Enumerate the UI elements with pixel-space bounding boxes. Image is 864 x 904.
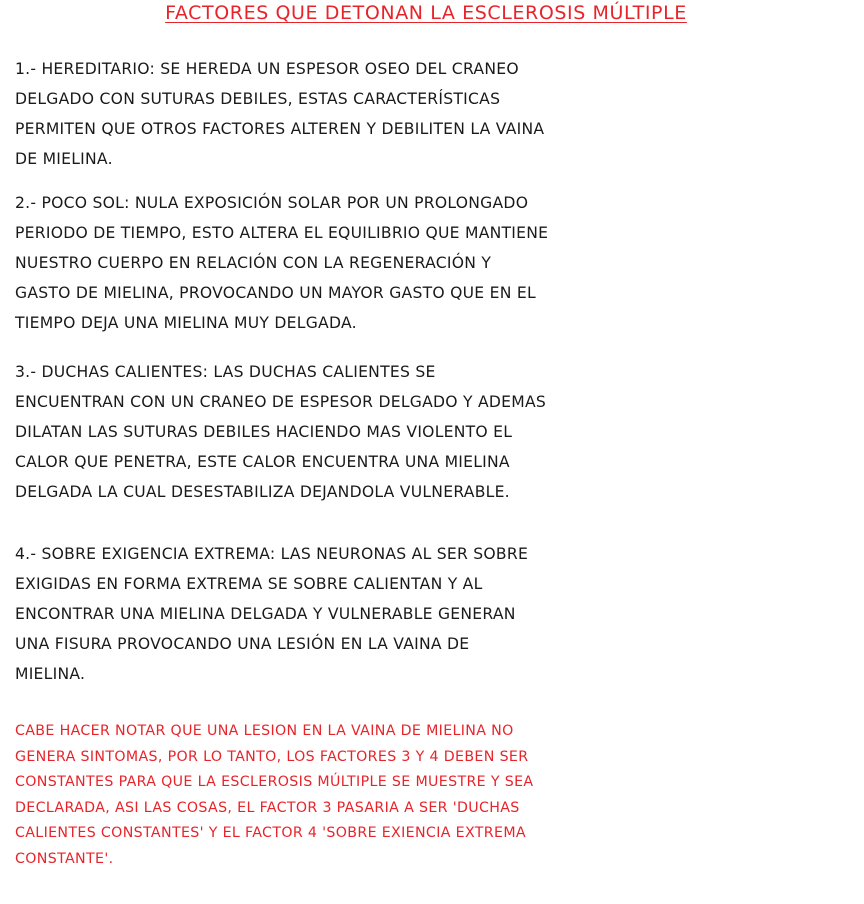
document-title: FACTORES QUE DETONAN LA ESCLEROSIS MÚLTIPLE <box>165 2 687 24</box>
factor-poco-sol-paragraph: 2.- POCO SOL: NULA EXPOSICIÓN SOLAR POR UN PROLONGADO PERIODO DE TIEMPO, ESTO ALTERA EL EQUILIBRIO QUE MANTIENE NUESTRO CUERPO EN RELACIÓN CON LA REGENERACIÓN Y GASTO DE MIELINA, PROVOCANDO UN MAYOR GASTO QUE EN EL TIEMPO DEJA UNA MIELINA MUY DELGADA. <box>15 194 549 332</box>
note-paragraph: CABE HACER NOTAR QUE UNA LESION EN LA VAINA DE MIELINA NO GENERA SINTOMAS, POR LO TANTO, LOS FACTORES 3 Y 4 DEBEN SER CONSTANTES PARA QUE LA ESCLEROSIS MÚLTIPLE SE MUESTRE Y SEA DECLARADA, ASI LAS COSAS, EL FACTOR 3 PASARIA A SER 'DUCHAS CALIENTES CONSTANTES' Y EL FACTOR 4 'SOBRE EXIENCIA EXTREMA CONSTANTE'. <box>15 723 534 867</box>
factor-hereditario-paragraph: 1.- HEREDITARIO: SE HEREDA UN ESPESOR OSEO DEL CRANEO DELGADO CON SUTURAS DEBILES, ESTAS CARACTERÍSTICAS PERMITEN QUE OTROS FACTORES ALTEREN Y DEBILITEN LA VAINA DE MIELINA. <box>15 60 545 168</box>
factor-duchas-calientes-paragraph: 3.- DUCHAS CALIENTES: LAS DUCHAS CALIENTES SE ENCUENTRAN CON UN CRANEO DE ESPESOR DELGADO Y ADEMAS DILATAN LAS SUTURAS DEBILES HACIENDO MAS VIOLENTO EL CALOR QUE PENETRA, ESTE CALOR ENCUENTRA UNA MIELINA DELGADA LA CUAL DESESTABILIZA DEJANDOLA VULNERABLE. <box>15 363 547 501</box>
factor-sobre-exigencia-paragraph: 4.- SOBRE EXIGENCIA EXTREMA: LAS NEURONAS AL SER SOBRE EXIGIDAS EN FORMA EXTREMA SE SOBRE CALIENTAN Y AL ENCONTRAR UNA MIELINA DELGADA Y VULNERABLE GENERAN UNA FISURA PROVOCANDO UNA LESIÓN EN LA VAINA DE MIELINA. <box>15 545 529 683</box>
